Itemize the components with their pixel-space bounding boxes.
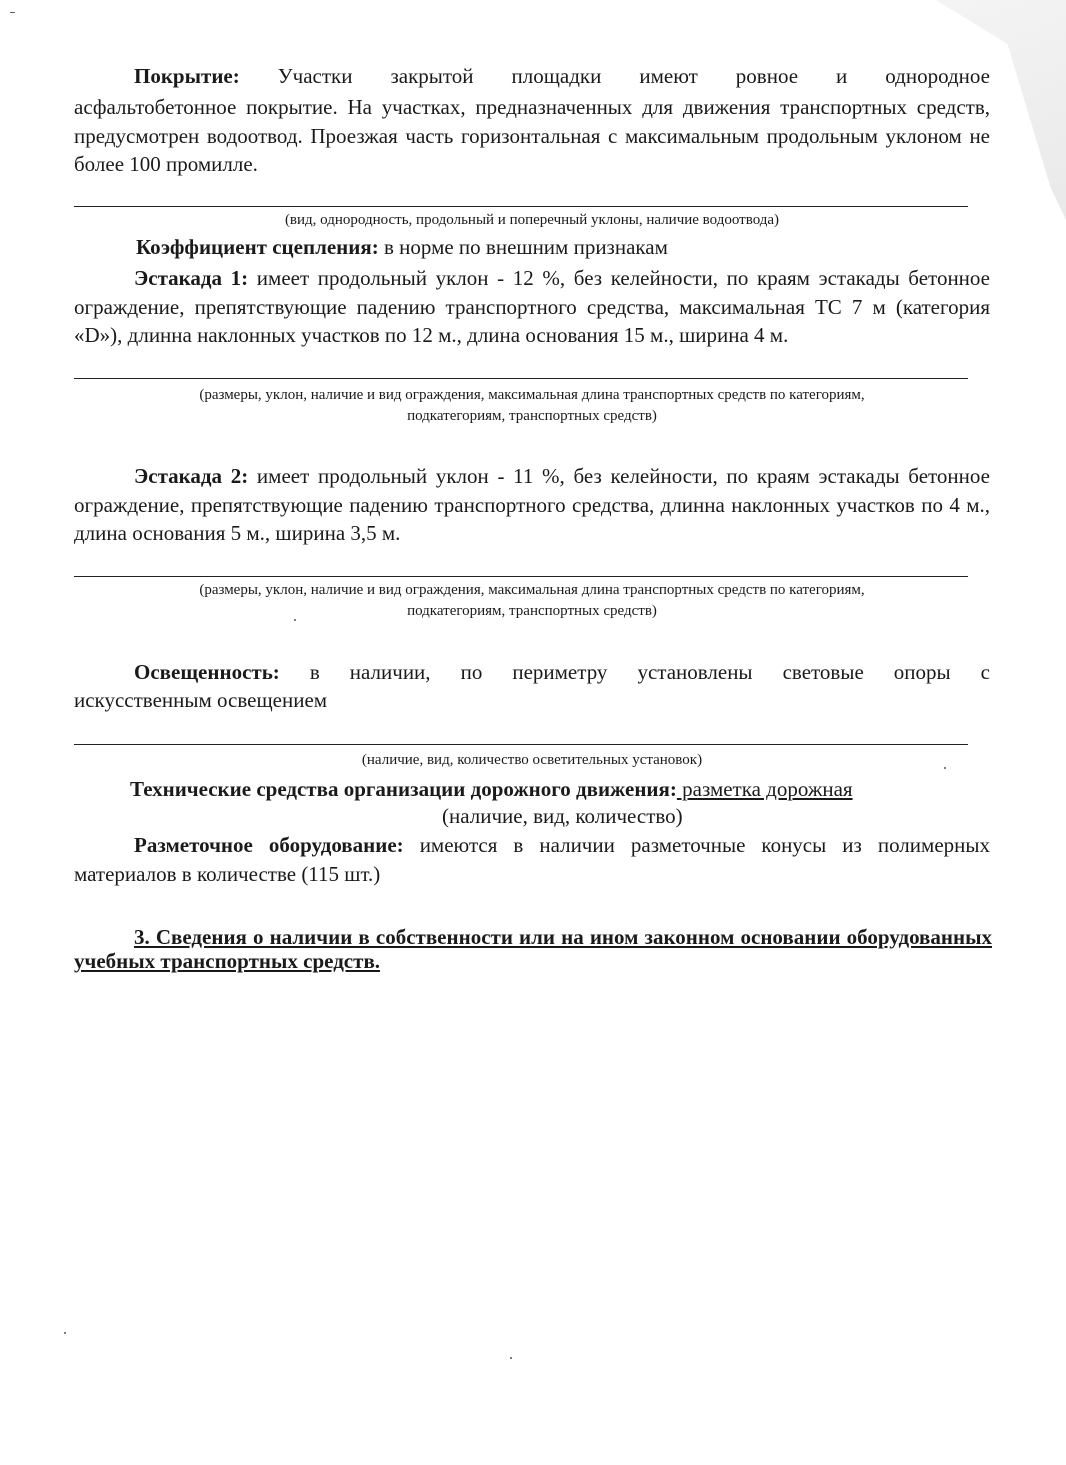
pokrytie-rule	[74, 206, 968, 207]
koef-label: Коэффициент сцепления:	[136, 235, 379, 259]
koef-line	[136, 233, 668, 262]
pokrytie-line1	[74, 62, 990, 91]
osveshennost-line1	[74, 658, 990, 687]
razmetka-paragraph	[74, 831, 990, 888]
tsodd-label: Технические средства организации дорожного движения:	[130, 777, 677, 801]
estakada2-text: имеет продольный уклон - 11 %, без келейности, по краям эстакады бетонное ограждение, препятствующие падению транспортного средства, длинна наклонных участков по 4 м., длина основания 5 м., ширина 3,5 м.	[74, 464, 990, 545]
estakada1-rule	[74, 378, 968, 379]
koef-text: в норме по внешним признакам	[378, 235, 668, 259]
scan-speck	[294, 619, 296, 621]
pokrytie-label: Покрытие:	[134, 64, 240, 88]
razmetka-text: имеются в наличии разметочные конусы из полимерных материалов в количестве (115 шт.)	[74, 833, 990, 886]
pokrytie-text: асфальтобетонное покрытие. На участках, предназначенных для движения транспортных средств, предусмотрен водоотвод. Проезжая часть горизонтальная с максимальным продольным уклоном не более 100 промилле.	[74, 95, 990, 176]
estakada1-text: имеет продольный уклон - 12 %, без келейности, по краям эстакады бетонное ограждение, препятствующие падению транспортного средства, максимальная ТС 7 м (категория «D»), длинна наклонных участков по 12 м., длина основания 15 м., ширина 4 м.	[74, 266, 990, 347]
estakada2-caption-2: подкатегориям, транспортных средств)	[407, 603, 657, 619]
osveshennost-caption: (наличие, вид, количество осветительных установок)	[361, 752, 703, 768]
osveshennost-rule	[74, 744, 968, 745]
tsodd-value: разметка дорожная	[676, 777, 853, 801]
scan-speck	[10, 12, 15, 13]
scan-speck	[944, 767, 946, 769]
section3-heading: 3. Сведения о наличии в собственности или на ином законном основании оборудованных учебных транспортных средств.	[74, 925, 992, 973]
tsodd-caption: (наличие, вид, количество)	[442, 804, 683, 828]
scan-speck	[64, 1332, 66, 1334]
estakada2-label: Эстакада 2:	[134, 464, 249, 488]
pokrytie-line1-text: Участки закрытой площадки имеют ровное и однородное	[277, 64, 991, 88]
estakada1-paragraph	[74, 264, 990, 350]
razmetka-label: Разметочное оборудование:	[134, 833, 404, 857]
estakada1-caption-1: (размеры, уклон, наличие и вид ограждения, максимальная длина транспортных средств по категориям,	[199, 387, 865, 403]
estakada1-label: Эстакада 1:	[134, 266, 249, 290]
estakada2-caption-1: (размеры, уклон, наличие и вид ограждения, максимальная длина транспортных средств по категориям,	[199, 582, 865, 598]
osveshennost-line2: искусственным освещением	[74, 688, 328, 712]
pokrytie-caption: (вид, однородность, продольный и поперечный уклоны, наличие водоотвода)	[284, 212, 780, 228]
scan-speck	[510, 1357, 512, 1359]
tsodd-line	[130, 775, 853, 804]
estakada2-rule	[74, 576, 968, 577]
osveshennost-label: Освещенность:	[134, 660, 280, 684]
osveshennost-line1-text: в наличии, по периметру установлены световые опоры с	[279, 660, 990, 684]
estakada2-paragraph	[74, 462, 990, 548]
estakada1-caption-2: подкатегориям, транспортных средств)	[407, 408, 657, 424]
